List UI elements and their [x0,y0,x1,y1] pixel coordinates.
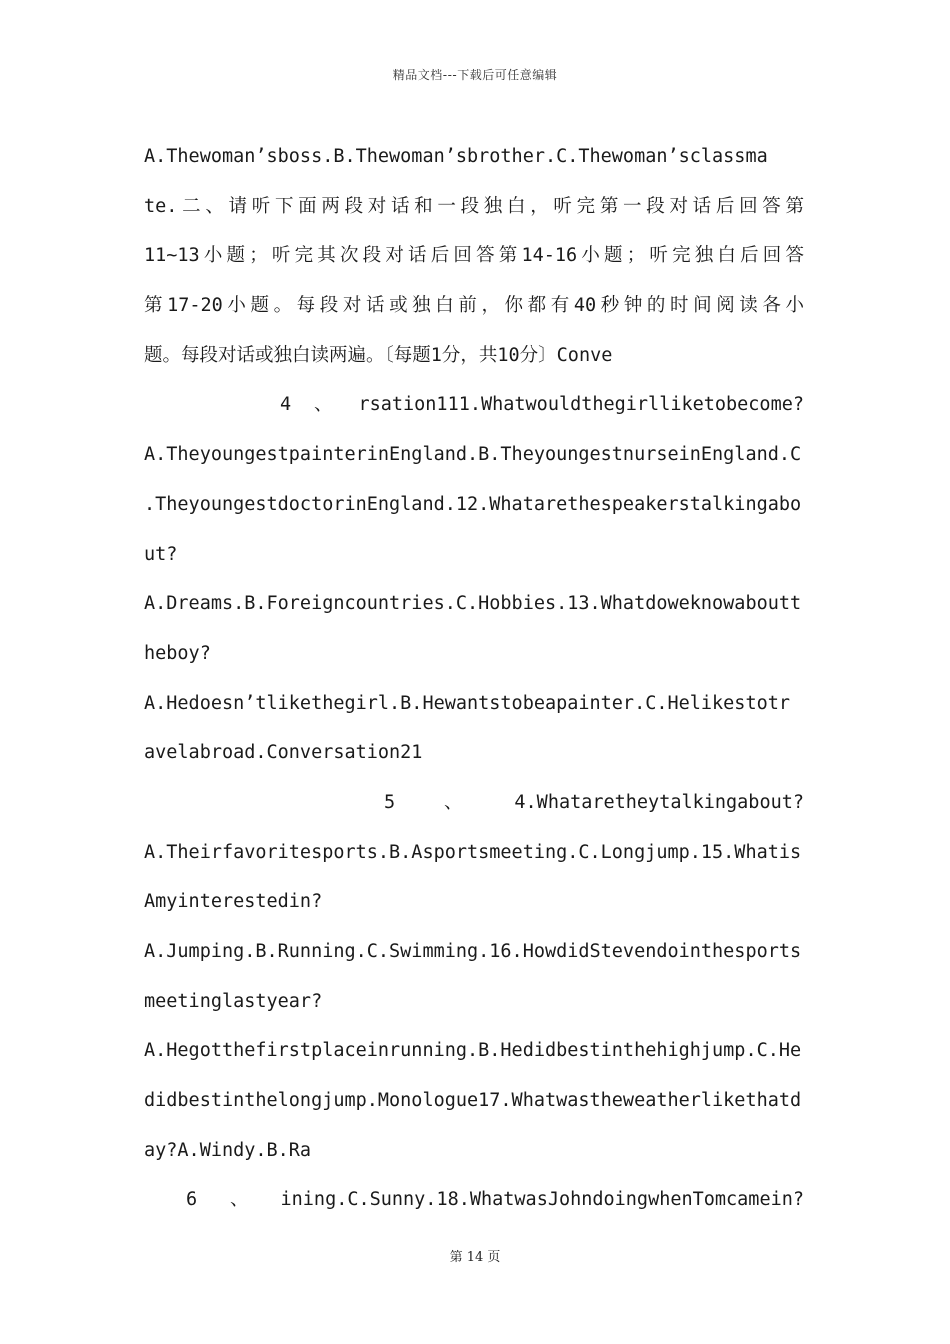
text-line: Amyinterestedin? [144,891,323,913]
text-line: ay?A.Windy.B.Ra [144,1139,312,1161]
line-separator: 、 [444,791,463,813]
line-number: 4 [280,394,292,416]
numbered-line [144,1175,804,1225]
text-line: A.TheyoungestpainterinEngland.B.TheyoungestnurseinEngland.C [144,444,802,466]
text-line: A.Thewoman’sboss.B.Thewoman’sbrother.C.Thewoman’sclassma [144,146,768,167]
text-line: ut? [144,543,178,565]
text-line: avelabroad.Conversation21 [144,742,423,764]
line-number: 6 [186,1189,198,1211]
page-footer: 第 14 页 [449,1250,501,1265]
line-separator: 、 [230,1189,249,1211]
line-text: 4.Whataretheytalkingabout? [514,791,804,813]
numbered-line [144,380,804,430]
text-line: 题。每段对话或独白读两遍。〔每题1分，共10分〕Conve [144,344,613,366]
line-text: rsation111.Whatwouldthegirlliketobecome? [358,394,804,416]
body-text [144,132,804,1225]
page-header: 精品文档---下载后可任意编辑 [392,68,558,82]
text-line: A.Dreams.B.Foreigncountries.C.Hobbies.13.Whatdoweknowaboutt [144,593,802,615]
text-line: te.二、请听下面两段对话和一段独白，听完第一段对话后回答第 [144,195,804,217]
text-line: A.Hegotthefirstplaceinrunning.B.Hedidbestinthehighjump.C.He [144,1040,802,1062]
text-line: heboy? [144,642,211,664]
line-text: ining.C.Sunny.18.WhatwasJohndoingwhenTomcamein? [280,1189,804,1211]
text-line: A.Jumping.B.Running.C.Swimming.16.HowdidStevendointhesports [144,941,802,962]
text-line: 第17-20小题。每段对话或独白前，你都有40秒钟的时间阅读各小 [144,295,804,317]
text-line: A.Hedoesn’tlikethegirl.B.Hewantstobeapainter.C.Helikestotr [144,692,791,714]
text-line: 11~13小题；听完其次段对话后回答第14-16小题；听完独白后回答 [144,245,804,267]
line-number: 5 [384,791,396,813]
numbered-line [144,778,804,828]
line-separator: 、 [314,394,333,416]
text-line: .TheyoungestdoctorinEngland.12.Whatarethespeakerstalkingabo [144,493,802,515]
text-line: meetinglastyear? [144,990,323,1012]
text-line: didbestinthelongjump.Monologue17.Whatwastheweatherlikethatd [144,1090,802,1112]
text-line: A.Theirfavoritesports.B.Asportsmeeting.C.Longjump.15.Whatis [144,841,802,863]
